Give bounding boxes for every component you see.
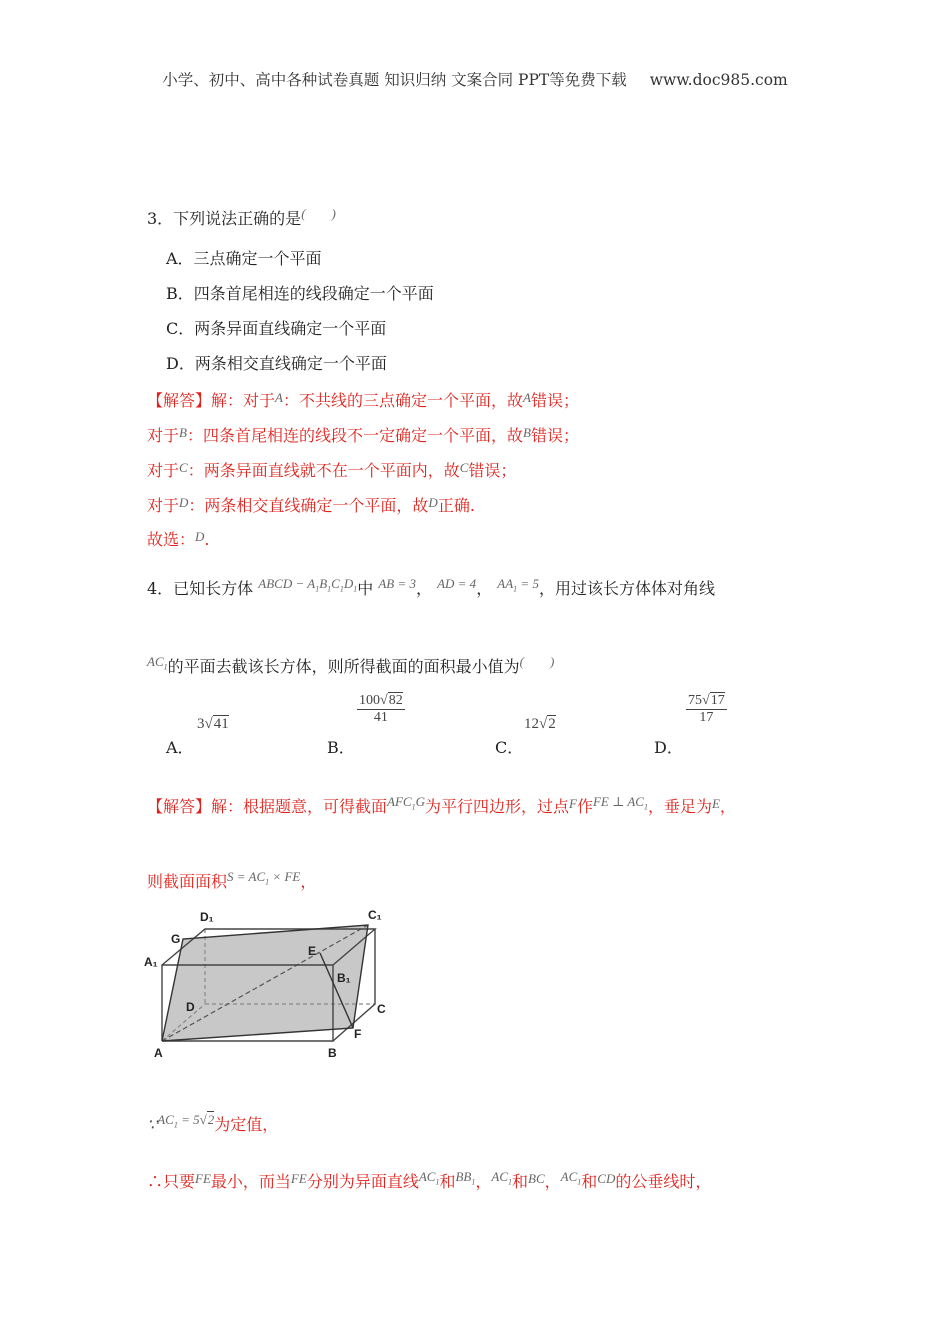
label-e: E	[308, 944, 317, 958]
header-url: www.doc985.com	[649, 71, 788, 89]
q4-option-a-value: 3√41	[197, 716, 229, 732]
cuboid-figure	[140, 905, 400, 1065]
label-b: B	[328, 1046, 337, 1060]
q4-stem-line-2: $^{AC_1}$的平面去截该长方体，则所得截面的面积最小值为( )	[147, 654, 555, 676]
label-b1: B₁	[337, 971, 351, 985]
q4-solution-line-4: ∴只要$^{FE}$最小，而当$^{FE}$分别为异面直线$^{AC_1}$和$^{BB_1}$，$^{AC_1}$和$^{BC}$，$^{AC_1}$和$^{CD}$的公垂线时，	[147, 1169, 712, 1191]
q3-stem: 3．下列说法正确的是( )	[147, 206, 336, 228]
label-d: D	[186, 1000, 195, 1014]
q4-solution-line-3: ∵$^{AC_1 = 5√2}$为定值，	[147, 1112, 279, 1134]
q4-box-name: ABCD − A1B1C1D1	[258, 576, 358, 594]
q4-stem: 4．已知长方体 $^{ABCD - A_1B_1C_1D_1}$中 $^{AB = 3}$， $^{AD = 4}$， $^{AA_1 = 5}$，用过该长方体体对角线	[147, 576, 715, 598]
q3-solution-line-2: 对于$^B$：四条首尾相连的线段不一定确定一个平面，故$^B$错误；	[147, 425, 579, 445]
page-header	[0, 68, 950, 90]
q4-option-b-value: $\frac{100√82}{41}$	[359, 693, 403, 725]
q4-solution-line-1: 【解答】解：根据题意，可得截面$^{AFC_1G}$为平行四边形，过点$^F$作$^{FE \perp AC_1}$，垂足为$^E$，	[147, 794, 736, 816]
q4-option-c-label: C．	[495, 738, 524, 757]
label-a: A	[154, 1046, 163, 1060]
label-f: F	[354, 1027, 362, 1041]
q4-option-b-label: B．	[327, 738, 355, 757]
q3-option-a: A．三点确定一个平面	[166, 249, 322, 268]
q3-option-b: B．四条首尾相连的线段确定一个平面	[166, 284, 434, 303]
q3-solution-line-1: 【解答】解：对于$^A$：不共线的三点确定一个平面，故$^A$错误；	[147, 390, 579, 410]
label-c: C	[377, 1002, 386, 1016]
q4-solution-line-2: 则截面面积$^{S = AC_1 \times FE}$，	[147, 869, 317, 891]
label-c1: C₁	[368, 908, 382, 922]
q3-solution-line-3: 对于$^C$：两条异面直线就不在一个平面内，故$^C$错误；	[147, 460, 517, 480]
q3-solution-line-4: 对于$^D$：两条相交直线确定一个平面，故$^D$正确.	[147, 495, 475, 515]
q4-option-c-value: 12√2	[524, 716, 556, 732]
q4-option-d-value: $\frac{75√17}{17}$	[688, 693, 725, 725]
header-left: 小学、初中、高中各种试卷真题 知识归纳 文案合同 PPT等免费下载	[162, 71, 627, 89]
q3-option-c: C．两条异面直线确定一个平面	[166, 319, 387, 338]
q4-option-a-label: A．	[166, 738, 194, 757]
label-a1: A₁	[144, 955, 158, 969]
label-g: G	[171, 932, 181, 946]
q3-solution-answer: 故选：$^D$.	[147, 529, 210, 549]
q3-option-d: D．两条相交直线确定一个平面	[166, 354, 387, 373]
q4-option-d-label: D．	[654, 738, 683, 757]
label-d1: D₁	[200, 910, 214, 924]
